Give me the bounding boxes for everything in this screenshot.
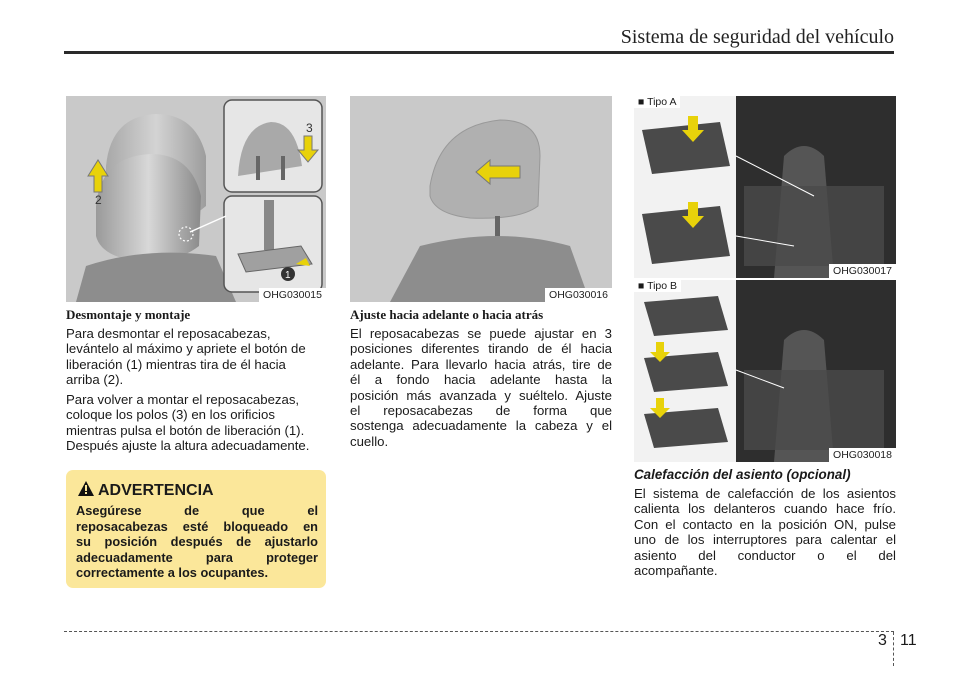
chapter-number: 3 — [878, 632, 887, 649]
header-rule — [64, 51, 894, 54]
text-line: adecuadamente para proteger — [76, 549, 318, 565]
figure-headrest-removal — [66, 96, 326, 302]
text-line: el reposacabezas de forma que — [350, 403, 612, 419]
type-b-label: ■ Tipo B — [634, 280, 681, 292]
figure-code: OHG030016 — [545, 288, 612, 302]
text-line: correctamente a los ocupantes. — [76, 565, 269, 581]
type-a-label: ■ Tipo A — [634, 96, 680, 108]
section-heading-removal: Desmontaje y montaje — [66, 307, 191, 322]
text-line: uno de los interruptores para calentar el — [634, 532, 896, 548]
footer-rule — [64, 631, 894, 632]
console-switch-type-a-illustration — [634, 96, 896, 278]
text-line: calienta los delanteros cuando hace frío. — [634, 501, 896, 517]
text-line: cuello. — [350, 433, 389, 449]
text-line: coloque los polos (3) en los orificios — [66, 407, 275, 423]
text-line: Para volver a montar el reposacabezas, — [66, 392, 300, 407]
text-line: Para desmontar el reposacabezas, — [66, 326, 271, 341]
text-line: posiciones diferentes tirando de él hacia — [350, 341, 612, 357]
paragraph-seat-heater — [634, 486, 896, 578]
warning-title: ADVERTENCIA — [98, 482, 214, 499]
text-line: reposacabezas esté bloqueado en — [76, 518, 318, 534]
text-line: sostenga adecuadamente la cabeza y el — [350, 418, 612, 434]
text-line: asiento del conductor o el del — [634, 547, 896, 563]
text-line: Asegúrese de que el — [76, 503, 318, 518]
paragraph-removal — [66, 326, 326, 388]
text-line: posición más avanzada y suéltelo. Ajuste — [350, 387, 612, 403]
warning-triangle-icon — [78, 481, 94, 496]
callout-3: 3 — [306, 121, 313, 135]
page-divider — [893, 632, 894, 666]
figure-seat-heater-type-b — [634, 280, 896, 462]
figure-code: OHG030017 — [829, 264, 896, 278]
text-line: liberación (1) mientras tira de él hacia — [66, 356, 286, 372]
paragraph-installation — [66, 392, 326, 454]
text-line: su posición después de ajustarlo — [76, 534, 318, 550]
callout-2: 2 — [95, 193, 102, 207]
page-header-title: Sistema de seguridad del vehículo — [620, 26, 894, 48]
text-line: acompañante. — [634, 563, 718, 579]
text-line: Con el contacto en la posición ON, pulse — [634, 516, 896, 532]
figure-code: OHG030015 — [259, 288, 326, 302]
paragraph-adjust — [350, 326, 612, 449]
page-number: 11 — [900, 632, 917, 649]
text-line: él a fondo hacia adelante hasta la — [350, 372, 612, 388]
text-line: El reposacabezas se puede ajustar en 3 — [350, 326, 612, 341]
headrest-removal-illustration — [66, 96, 326, 302]
console-switch-type-b-illustration — [634, 280, 896, 462]
figure-headrest-forward — [350, 96, 612, 302]
callout-1: 1 — [285, 270, 291, 281]
text-line: arriba (2). — [66, 372, 124, 388]
text-line: El sistema de calefacción de los asientos — [634, 486, 896, 501]
text-line: levántelo al máximo y apriete el botón de — [66, 341, 306, 357]
figure-code: OHG030018 — [829, 448, 896, 462]
section-heading-adjust: Ajuste hacia adelante o hacia atrás — [350, 307, 544, 322]
figure-seat-heater-type-a — [634, 96, 896, 278]
warning-box — [66, 470, 326, 588]
text-line: mientras pulsa el botón de liberación (1). — [66, 422, 305, 438]
warning-body — [76, 503, 318, 581]
section-heading-seat-heater: Calefacción del asiento (opcional) — [634, 467, 851, 482]
text-line: Después ajuste la altura adecuadamente. — [66, 438, 310, 454]
headrest-forward-illustration — [350, 96, 612, 302]
text-line: adelante. Para llevarlo hacia atrás, tire de — [350, 356, 612, 372]
